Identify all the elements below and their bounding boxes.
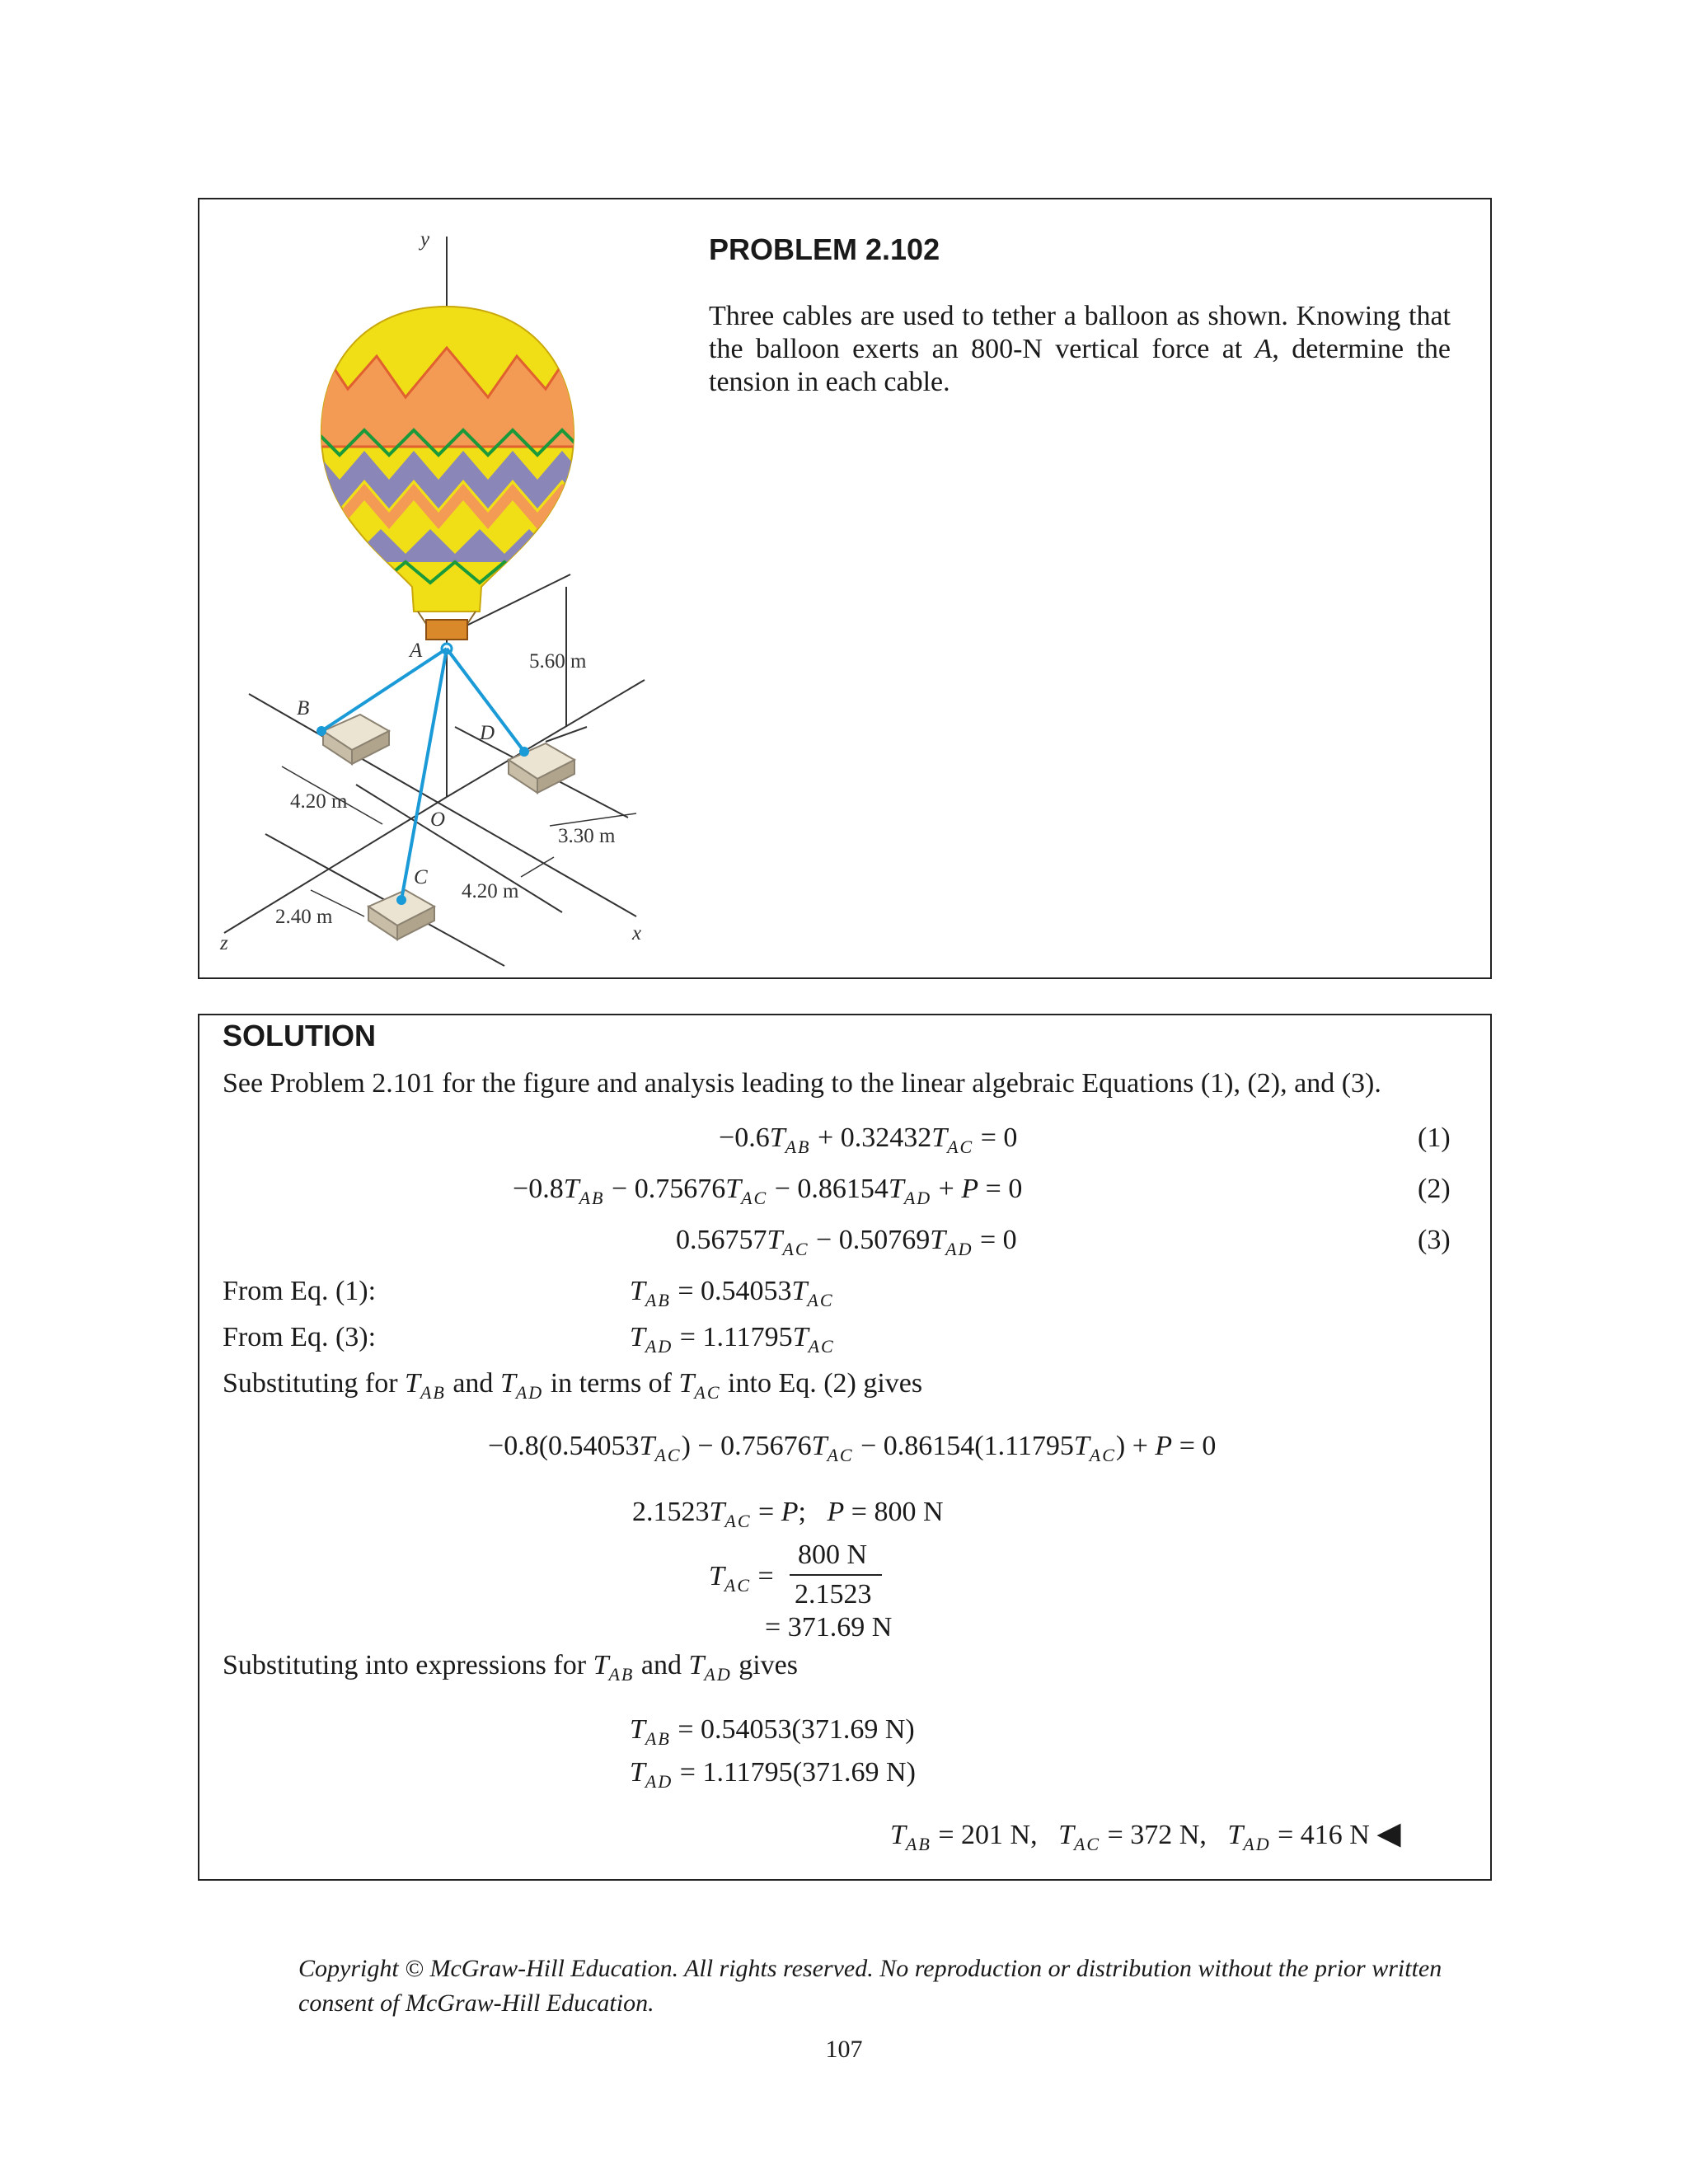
solution-intro: See Problem 2.101 for the figure and analysis leading to the linear algebraic Equations (1), (2), and (3). [223, 1068, 1381, 1099]
solution-box [198, 1014, 1492, 1881]
answer-marker-icon: ◀ [1376, 1816, 1401, 1851]
substitution-sentence-2: Substituting into expressions for $T_{AB}$ and $T_{AD}$ gives [223, 1650, 798, 1685]
substitution-sentence-1: Substituting for $T_{AB}$ and $T_{AD}$ in terms of $T_{AC}$ into Eq. (2) gives [223, 1368, 923, 1403]
t-ac-result: = 371.69 N [765, 1612, 893, 1643]
fraction-numerator: 800 N [798, 1540, 868, 1570]
substituted-equation: $-0.8(0.54053T_{AC}) - 0.75676T_{AC} - 0.86154(1.11795T_{AC}) + P = 0$ [488, 1431, 1217, 1465]
page-number: 107 [825, 2036, 863, 2063]
t-ac-lhs: $T_{AC}$ = [709, 1561, 774, 1596]
from-eq3-label: From Eq. (3): [223, 1322, 377, 1352]
dimension-b-x: 4.20 m [290, 790, 348, 813]
t-ad-substituted: $T_{AD} = 1.11795(371.69$ N) [630, 1757, 916, 1792]
equation-1-number: (1) [1418, 1122, 1451, 1153]
axis-label-z: z [220, 932, 228, 954]
fraction-bar [790, 1574, 882, 1576]
point-label-b: B [297, 697, 310, 719]
problem-statement: Three cables are used to tether a balloon as shown. Knowing that the balloon exerts an 800-N vertical force at A, determine the tension in each cable. [709, 301, 1451, 397]
point-label-d: D [480, 722, 495, 744]
t-ab-expression: $T_{AB} = 0.54053T_{AC}$ [630, 1276, 834, 1310]
point-label-c: C [414, 866, 428, 888]
problem-box [198, 198, 1492, 979]
equation-3: $0.56757T_{AC} - 0.50769T_{AD} = 0$ [676, 1225, 1017, 1259]
fraction-denominator: 2.1523 [795, 1579, 872, 1610]
equation-2-number: (2) [1418, 1174, 1451, 1204]
point-label-a: A [410, 640, 423, 662]
axis-label-y: y [420, 228, 430, 251]
dimension-c-x: 4.20 m [462, 880, 519, 902]
t-ad-expression: $T_{AD} = 1.11795T_{AC}$ [630, 1322, 835, 1357]
equation-3-number: (3) [1418, 1225, 1451, 1255]
dimension-d-z: 3.30 m [558, 825, 616, 847]
from-eq1-label: From Eq. (1): [223, 1276, 377, 1306]
axis-label-x: x [632, 922, 642, 944]
solution-title: SOLUTION [223, 1019, 376, 1052]
dimension-c-z: 2.40 m [275, 906, 333, 928]
balloon-figure [199, 199, 661, 974]
equation-2: $-0.8T_{AB} - 0.75676T_{AC} - 0.86154T_{AD} + P = 0$ [513, 1174, 1023, 1208]
copyright-notice: Copyright © McGraw-Hill Education. All rights reserved. No reproduction or distribution without the prior written consent of McGraw-Hill Education. [298, 1955, 1442, 2017]
dimension-height: 5.60 m [529, 650, 587, 673]
simplified-equation: $2.1523T_{AC} = P$; P = 800 N [632, 1497, 944, 1531]
problem-title: PROBLEM 2.102 [709, 232, 940, 266]
point-label-o: O [430, 808, 446, 831]
t-ab-substituted: $T_{AB} = 0.54053(371.69$ N) [630, 1714, 915, 1749]
equation-1: $-0.6T_{AB} + 0.32432T_{AC} = 0$ [719, 1122, 1018, 1157]
final-answer: $T_{AB} = 201$ N, $T_{AC} = 372$ N, $T_{AD} = 416$ N ◀ [890, 1816, 1401, 1854]
